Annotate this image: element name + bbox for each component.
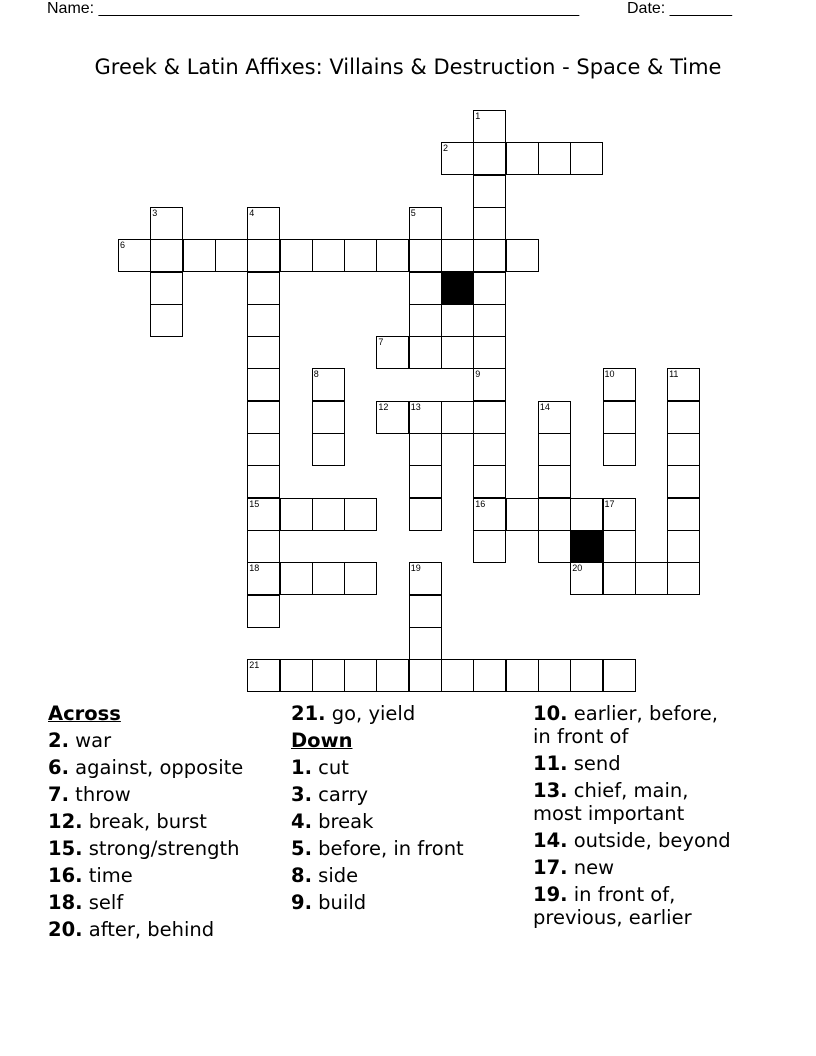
clue-text: 18. self	[48, 891, 124, 914]
clue-item	[48, 864, 283, 887]
clue-number: 5.	[291, 837, 312, 860]
clue-text: 15. strong/strength	[48, 837, 240, 860]
crossword-block	[441, 272, 474, 305]
clue-number-label: 11	[669, 369, 679, 380]
crossword-cell[interactable]	[473, 272, 506, 305]
crossword-cell[interactable]	[247, 530, 280, 563]
clue-text: in front of	[533, 725, 629, 748]
crossword-cell[interactable]	[247, 207, 280, 240]
clue-text: 2. war	[48, 729, 112, 752]
crossword-cell[interactable]	[344, 498, 377, 531]
crossword-cell[interactable]	[409, 239, 442, 272]
crossword-cell[interactable]	[538, 659, 571, 692]
clue-text: 21. go, yield	[291, 702, 416, 725]
crossword-cell[interactable]	[247, 272, 280, 305]
clue-number: 20.	[48, 918, 83, 941]
crossword-cell[interactable]	[506, 659, 539, 692]
crossword-cell[interactable]	[441, 239, 474, 272]
crossword-cell[interactable]	[247, 659, 280, 692]
clues-column-1	[48, 702, 283, 945]
crossword-cell[interactable]	[118, 239, 151, 272]
crossword-cell[interactable]	[409, 207, 442, 240]
crossword-cell[interactable]	[215, 239, 248, 272]
crossword-cell[interactable]	[667, 498, 700, 531]
crossword-cell[interactable]	[312, 401, 345, 434]
across-heading: Across	[48, 702, 121, 725]
clue-number-label: 16	[475, 498, 486, 509]
crossword-cell[interactable]	[506, 239, 539, 272]
clue-number-label: 6	[120, 240, 126, 251]
crossword-cell[interactable]	[473, 142, 506, 175]
crossword-cell[interactable]	[473, 336, 506, 369]
crossword-cell[interactable]	[150, 239, 183, 272]
clue-number: 3.	[291, 783, 312, 806]
crossword-cell[interactable]	[473, 207, 506, 240]
crossword-cell[interactable]	[344, 659, 377, 692]
clue-item	[48, 918, 283, 941]
clue-text: 14. outside, beyond	[533, 829, 731, 852]
crossword-cell[interactable]	[473, 304, 506, 337]
clue-item	[291, 783, 526, 806]
crossword-cell[interactable]	[603, 530, 636, 563]
crossword-cell[interactable]	[538, 433, 571, 466]
crossword-cell[interactable]	[473, 175, 506, 208]
crossword-cell[interactable]	[473, 465, 506, 498]
crossword-cell[interactable]	[667, 465, 700, 498]
clue-text: 9. build	[291, 891, 367, 914]
crossword-cell[interactable]	[247, 368, 280, 401]
crossword-cell[interactable]	[538, 401, 571, 434]
clue-number: 18.	[48, 891, 83, 914]
clue-number-label: 13	[410, 401, 421, 412]
clue-number-label: 12	[378, 401, 389, 412]
clue-item	[48, 783, 283, 806]
clue-item	[533, 752, 773, 775]
clue-number-label: 2	[443, 143, 449, 154]
crossword-cell[interactable]	[473, 659, 506, 692]
crossword-block	[570, 530, 603, 563]
crossword-cell[interactable]	[441, 142, 474, 175]
crossword-cell[interactable]	[247, 465, 280, 498]
clue-text: 12. break, burst	[48, 810, 207, 833]
clue-item	[533, 702, 773, 748]
clue-number-label: 14	[539, 401, 550, 412]
crossword-cell[interactable]	[312, 562, 345, 595]
crossword-cell[interactable]	[409, 562, 442, 595]
clue-number: 2.	[48, 729, 69, 752]
clue-text: 3. carry	[291, 783, 369, 806]
clue-number: 14.	[533, 829, 568, 852]
crossword-cell[interactable]	[409, 659, 442, 692]
clue-number: 9.	[291, 891, 312, 914]
crossword-cell[interactable]	[409, 465, 442, 498]
crossword-cell[interactable]	[667, 401, 700, 434]
crossword-cell[interactable]	[570, 562, 603, 595]
date-field[interactable]: Date: _______	[627, 0, 732, 17]
crossword-cell[interactable]	[376, 239, 409, 272]
clue-item	[291, 810, 526, 833]
crossword-cell[interactable]	[150, 207, 183, 240]
crossword-cell[interactable]	[635, 562, 668, 595]
crossword-cell[interactable]	[409, 272, 442, 305]
clue-item	[533, 883, 773, 929]
clue-item	[291, 891, 526, 914]
crossword-cell[interactable]	[409, 627, 442, 660]
crossword-cell[interactable]	[473, 530, 506, 563]
clue-text: 13. chief, main,	[533, 779, 689, 802]
crossword-cell[interactable]	[441, 659, 474, 692]
crossword-cell[interactable]	[312, 368, 345, 401]
clue-number-label: 19	[410, 563, 421, 574]
crossword-cell[interactable]	[280, 659, 313, 692]
clue-text: 20. after, behind	[48, 918, 215, 941]
clue-number-label: 1	[475, 111, 481, 121]
clue-text: 1. cut	[291, 756, 349, 779]
crossword-cell[interactable]	[506, 142, 539, 175]
clue-number: 16.	[48, 864, 83, 887]
crossword-cell[interactable]	[570, 498, 603, 531]
clue-text: most important	[533, 802, 685, 825]
crossword-cell[interactable]	[667, 433, 700, 466]
clue-item	[533, 856, 773, 879]
clue-item	[291, 756, 526, 779]
clue-item	[48, 756, 283, 779]
clue-number-label: 15	[249, 498, 260, 509]
clue-item	[48, 891, 283, 914]
crossword-cell[interactable]	[473, 239, 506, 272]
crossword-cell[interactable]	[603, 498, 636, 531]
crossword-cell[interactable]	[570, 142, 603, 175]
crossword-cell[interactable]	[344, 239, 377, 272]
clue-number-label: 7	[378, 337, 384, 348]
clue-text: 19. in front of,	[533, 883, 676, 906]
clue-number-label: 10	[604, 369, 615, 380]
crossword-cell[interactable]	[409, 304, 442, 337]
crossword-cell[interactable]	[441, 401, 474, 434]
clues-column-3	[533, 702, 773, 933]
crossword-cell[interactable]	[183, 239, 216, 272]
clue-number: 11.	[533, 752, 568, 775]
crossword-cell[interactable]	[247, 562, 280, 595]
clue-item	[291, 864, 526, 887]
crossword-cell[interactable]	[667, 530, 700, 563]
clue-number-label: 17	[604, 498, 615, 509]
crossword-cell[interactable]	[473, 401, 506, 434]
clue-number: 7.	[48, 783, 69, 806]
clue-number: 19.	[533, 883, 568, 906]
name-field[interactable]: Name: ______________________________________________________	[47, 0, 580, 17]
clue-number: 13.	[533, 779, 568, 802]
clue-text: 10. earlier, before,	[533, 702, 718, 725]
clue-number: 10.	[533, 702, 568, 725]
crossword-cell[interactable]	[409, 498, 442, 531]
crossword-cell[interactable]	[603, 659, 636, 692]
crossword-cell[interactable]	[473, 110, 506, 143]
clue-number: 15.	[48, 837, 83, 860]
clue-text: 7. throw	[48, 783, 131, 806]
crossword-cell[interactable]	[473, 368, 506, 401]
clue-text: previous, earlier	[533, 906, 692, 929]
crossword-cell[interactable]	[538, 465, 571, 498]
clue-item	[533, 779, 773, 825]
clue-number: 8.	[291, 864, 312, 887]
crossword-cell[interactable]	[280, 562, 313, 595]
crossword-cell[interactable]	[247, 239, 280, 272]
crossword-cell[interactable]	[247, 498, 280, 531]
clue-text: 4. break	[291, 810, 374, 833]
crossword-cell[interactable]	[376, 336, 409, 369]
crossword-cell[interactable]	[603, 368, 636, 401]
crossword-cell[interactable]	[473, 498, 506, 531]
clue-item	[48, 837, 283, 860]
clue-number: 21.	[291, 702, 326, 725]
clue-number-label: 8	[313, 369, 319, 380]
crossword-cell[interactable]	[538, 530, 571, 563]
crossword-cell[interactable]	[506, 498, 539, 531]
crossword-cell[interactable]	[312, 239, 345, 272]
crossword-cell[interactable]	[247, 401, 280, 434]
clues-column-2	[291, 702, 526, 918]
crossword-cell[interactable]	[247, 304, 280, 337]
clue-item	[533, 829, 773, 852]
clue-number-label: 9	[475, 369, 481, 380]
crossword-cell[interactable]	[312, 659, 345, 692]
clue-number-label: 20	[572, 563, 583, 574]
clue-item	[48, 729, 283, 752]
crossword-cell[interactable]	[603, 433, 636, 466]
crossword-cell[interactable]	[150, 304, 183, 337]
page-title: Greek & Latin Affixes: Villains & Destruction - Space & Time	[94, 55, 722, 79]
clue-number-label: 4	[249, 207, 255, 218]
crossword-cell[interactable]	[538, 498, 571, 531]
clue-number-label: 3	[152, 207, 158, 218]
crossword-cell[interactable]	[409, 433, 442, 466]
clue-number: 4.	[291, 810, 312, 833]
clue-item	[291, 837, 526, 860]
crossword-cell[interactable]	[667, 562, 700, 595]
crossword-cell[interactable]	[570, 659, 603, 692]
crossword-cell[interactable]	[409, 401, 442, 434]
crossword-cell[interactable]	[247, 595, 280, 628]
crossword-cell[interactable]	[344, 562, 377, 595]
clue-text: 6. against, opposite	[48, 756, 244, 779]
crossword-cell[interactable]	[667, 368, 700, 401]
crossword-cell[interactable]	[150, 272, 183, 305]
clue-text: 5. before, in front	[291, 837, 464, 860]
clue-item	[291, 702, 526, 725]
clue-number: 1.	[291, 756, 312, 779]
clue-number-label: 21	[249, 660, 260, 671]
crossword-cell[interactable]	[603, 401, 636, 434]
crossword-cell[interactable]	[538, 142, 571, 175]
clue-number: 17.	[533, 856, 568, 879]
crossword-cell[interactable]	[409, 595, 442, 628]
clue-text: 16. time	[48, 864, 133, 887]
clue-text: 11. send	[533, 752, 621, 775]
crossword-cell[interactable]	[280, 498, 313, 531]
clue-text: 17. new	[533, 856, 615, 879]
crossword-cell[interactable]	[409, 336, 442, 369]
clue-number-label: 18	[249, 563, 260, 574]
crossword-cell[interactable]	[376, 401, 409, 434]
crossword-cell[interactable]	[247, 336, 280, 369]
clue-text: 8. side	[291, 864, 359, 887]
crossword-cell[interactable]	[473, 433, 506, 466]
clue-number: 12.	[48, 810, 83, 833]
crossword-cell[interactable]	[376, 659, 409, 692]
down-heading: Down	[291, 729, 353, 752]
crossword-cell[interactable]	[603, 562, 636, 595]
crossword-cell[interactable]	[312, 498, 345, 531]
clue-number: 6.	[48, 756, 69, 779]
crossword-cell[interactable]	[247, 433, 280, 466]
clue-item	[48, 810, 283, 833]
crossword-cell[interactable]	[280, 239, 313, 272]
crossword-cell[interactable]	[312, 433, 345, 466]
clue-number-label: 5	[410, 207, 416, 218]
crossword-cell[interactable]	[441, 336, 474, 369]
